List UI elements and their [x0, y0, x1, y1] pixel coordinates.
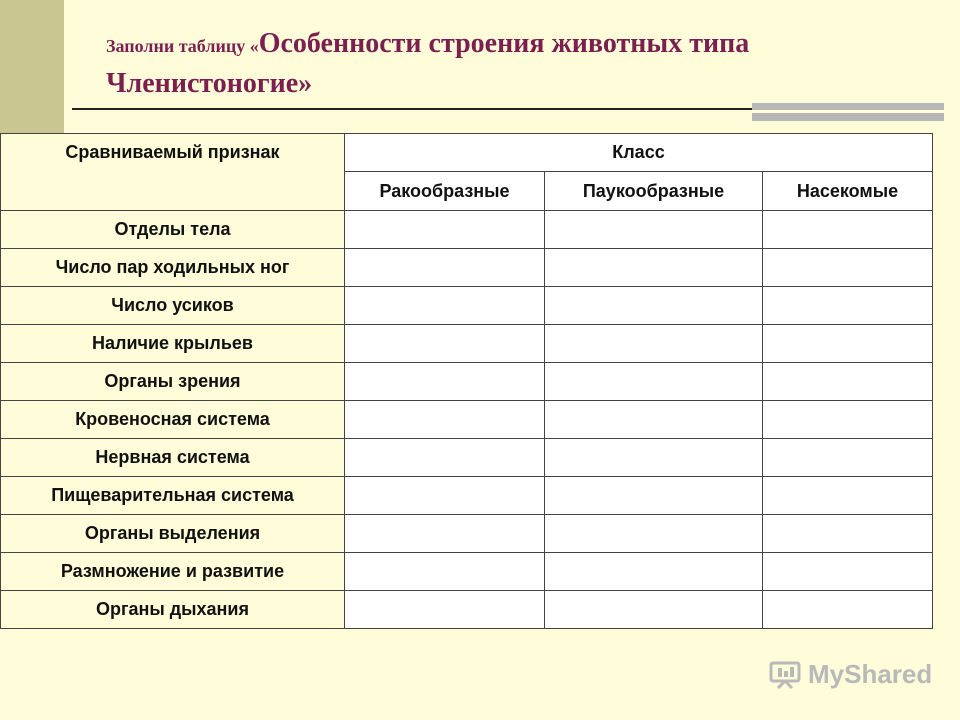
answer-cell[interactable]: [345, 401, 545, 439]
answer-cell[interactable]: [763, 363, 933, 401]
answer-cell[interactable]: [763, 287, 933, 325]
answer-cell[interactable]: [545, 591, 763, 629]
comparison-table: [0, 133, 933, 629]
answer-cell[interactable]: [545, 325, 763, 363]
feature-label: Органы выделения: [1, 515, 345, 553]
table-row: [1, 287, 933, 325]
answer-cell[interactable]: [763, 439, 933, 477]
feature-label: Число усиков: [1, 287, 345, 325]
class-column-header: Класс: [345, 134, 933, 172]
answer-cell[interactable]: [545, 553, 763, 591]
answer-cell[interactable]: [545, 439, 763, 477]
table-row: [1, 553, 933, 591]
answer-cell[interactable]: [345, 211, 545, 249]
answer-cell[interactable]: [763, 325, 933, 363]
answer-cell[interactable]: [545, 401, 763, 439]
feature-label: Отделы тела: [1, 211, 345, 249]
answer-cell[interactable]: [763, 249, 933, 287]
presentation-board-icon: [768, 659, 802, 689]
feature-label: Пищеварительная система: [1, 477, 345, 515]
table-row: [1, 325, 933, 363]
answer-cell[interactable]: [345, 287, 545, 325]
myshared-watermark: [768, 658, 932, 690]
answer-cell[interactable]: [763, 515, 933, 553]
answer-cell[interactable]: [545, 515, 763, 553]
answer-cell[interactable]: [345, 591, 545, 629]
table-row: [1, 363, 933, 401]
answer-cell[interactable]: [345, 553, 545, 591]
title-main: Особенности строения животных типа Членистоногие»: [106, 28, 750, 99]
table-row: [1, 591, 933, 629]
answer-cell[interactable]: [345, 249, 545, 287]
answer-cell[interactable]: [545, 211, 763, 249]
feature-label: Число пар ходильных ног: [1, 249, 345, 287]
table-row: [1, 477, 933, 515]
answer-cell[interactable]: [345, 363, 545, 401]
feature-column-header: Сравниваемый признак: [1, 134, 345, 211]
feature-label: Кровеносная система: [1, 401, 345, 439]
table-row: [1, 515, 933, 553]
watermark-text: MyShared: [808, 658, 933, 689]
title-divider: [72, 108, 762, 110]
answer-cell[interactable]: [545, 477, 763, 515]
class-header-arachnids: Паукообразные: [545, 172, 763, 211]
feature-label: Нервная система: [1, 439, 345, 477]
table-row: [1, 249, 933, 287]
answer-cell[interactable]: [345, 325, 545, 363]
feature-label: Органы дыхания: [1, 591, 345, 629]
table-row: [1, 211, 933, 249]
answer-cell[interactable]: [345, 439, 545, 477]
answer-cell[interactable]: [545, 249, 763, 287]
answer-cell[interactable]: [345, 515, 545, 553]
title-prefix: Заполни таблицу «: [106, 36, 259, 56]
title-decorative-bar-line: [752, 110, 944, 113]
answer-cell[interactable]: [763, 401, 933, 439]
answer-cell[interactable]: [763, 553, 933, 591]
answer-cell[interactable]: [345, 477, 545, 515]
class-header-crustaceans: Ракообразные: [345, 172, 545, 211]
answer-cell[interactable]: [545, 287, 763, 325]
feature-label: Наличие крыльев: [1, 325, 345, 363]
class-header-insects: Насекомые: [763, 172, 933, 211]
answer-cell[interactable]: [763, 591, 933, 629]
feature-label: Размножение и развитие: [1, 553, 345, 591]
page-title: [106, 26, 926, 106]
answer-cell[interactable]: [763, 477, 933, 515]
answer-cell[interactable]: [545, 363, 763, 401]
answer-cell[interactable]: [763, 211, 933, 249]
table-row: [1, 439, 933, 477]
table-row: [1, 401, 933, 439]
feature-label: Органы зрения: [1, 363, 345, 401]
